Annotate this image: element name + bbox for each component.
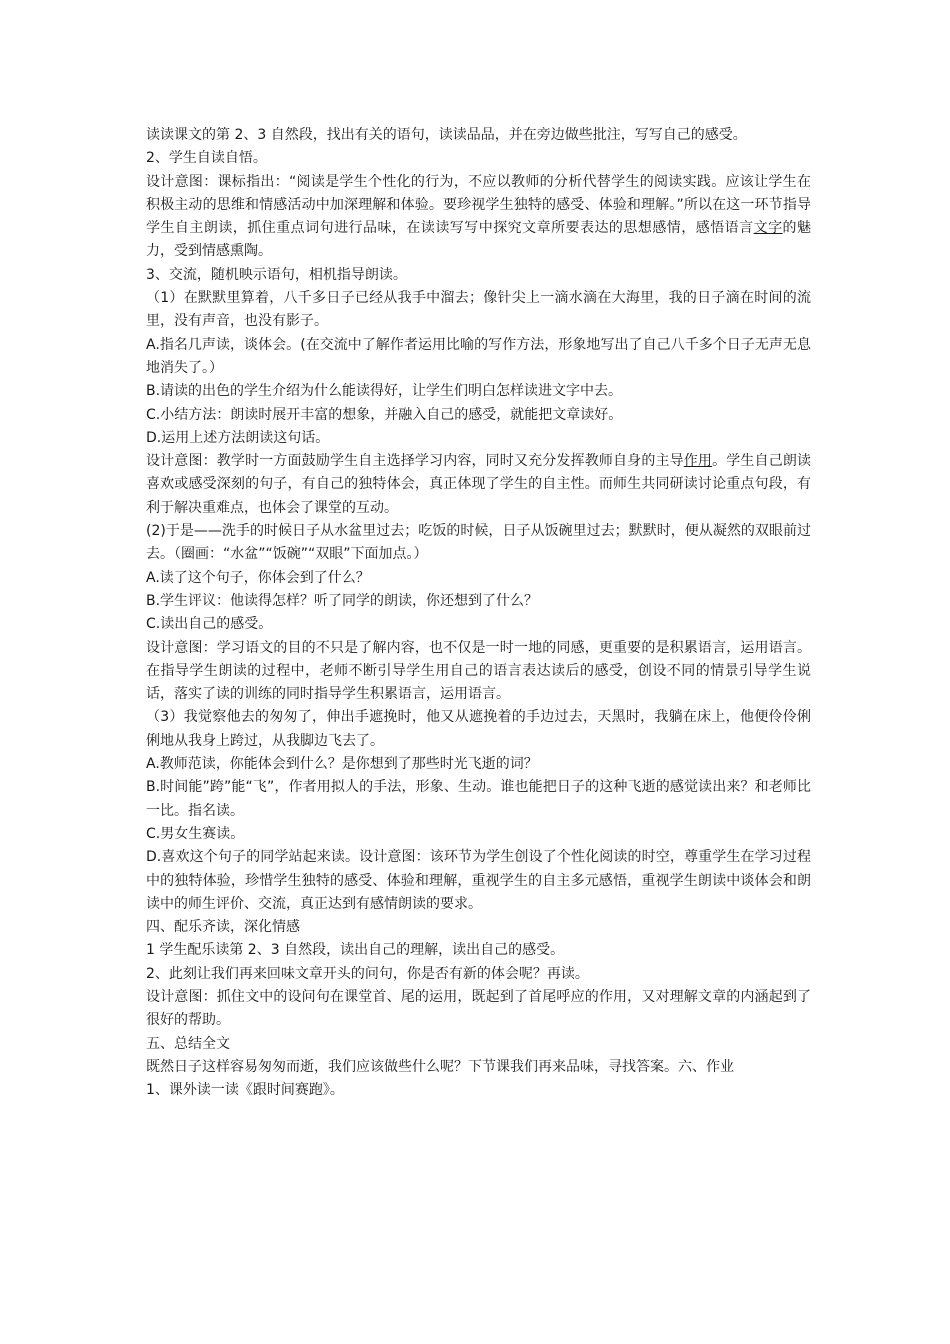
section-heading-4: 四、配乐齐读，深化情感: [146, 919, 300, 936]
document-body: [146, 124, 811, 1102]
paragraph-10: [146, 450, 811, 520]
paragraph-13: B.学生评议：他读得怎样？听了同学的朗读，你还想到了什么？: [146, 592, 539, 609]
paragraph-17: A.教师范读，你能体会到什么？是你想到了那些时光飞逝的词？: [146, 756, 538, 773]
paragraph-20: D.喜欢这个句子的同学站起来读。设计意图：该环节为学生创设了个性化阅读的时空，尊重学生在学习过程中的独特体验，珍惜学生独特的感受、体验和理解，重视学生的自主多元感悟，重视学生朗读中谈体会和朗读中的师生评价、交流，真正达到有感情朗读的要求。: [146, 849, 811, 912]
underlined-word-wenzi: 文字: [753, 220, 783, 237]
paragraph-10-text-after: 。学生自己朗读喜欢或感受深刻的句子，有自己的独特体会，真正体现了学生的自主性。而师生共同研读讨论重点句段，有利于解决重难点，也体会了课堂的互动。: [146, 453, 812, 516]
section-heading-5: 五、总结全文: [146, 1035, 230, 1052]
paragraph-14: C.读出自己的感受。: [146, 616, 273, 633]
paragraph-6: A.指名几声读，谈体会。(在交流中了解作者运用比喻的写作方法，形象地写出了自己八千多个日子无声无息地消失了。）: [146, 336, 811, 376]
paragraph-1: 读读课文的第 2、3 自然段，找出有关的语句，读读品品，并在旁边做些批注，写写自己的感受。: [146, 127, 747, 143]
paragraph-10-text-before: 设计意图：教学时一方面鼓励学生自主选择学习内容，同时又充分发挥教师自身的主导: [146, 453, 684, 470]
paragraph-3-text-after: 的魅力，受到情感熏陶。: [146, 220, 812, 260]
paragraph-4: 3、交流，随机映示语句，相机指导朗读。: [146, 266, 407, 283]
paragraph-19: C.男女生赛读。: [146, 825, 245, 842]
paragraph-16: （3）我觉察他去的匆匆了，伸出手遮挽时，他又从遮挽着的手边过去，天黑时，我躺在床上，他便伶伶俐俐地从我身上跨过，从我脚边飞去了。: [146, 709, 811, 749]
paragraph-24: 设计意图：抓住文中的设问句在课堂首、尾的运用，既起到了首尾呼应的作用，又对理解文章的内涵起到了很好的帮助。: [146, 988, 811, 1029]
paragraph-3: [146, 171, 811, 264]
paragraph-12: A.读了这个句子，你体会到了什么？: [146, 569, 370, 586]
underlined-word-zuoyong: 作用: [683, 453, 713, 470]
paragraph-23: 2、此刻让我们再来回味文章开头的问句，你是否有新的体会呢？再读。: [146, 965, 589, 982]
paragraph-9: D.运用上述方法朗读这句话。: [146, 429, 330, 446]
paragraph-5: （1）在默默里算着，八千多日子已经从我手中溜去；像针尖上一滴水滴在大海里，我的日子滴在时间的流里，没有声音，也没有影子。: [146, 290, 811, 330]
paragraph-7: B.请读的出色的学生介绍为什么能读得好，让学生们明白怎样读进文字中去。: [146, 383, 623, 400]
paragraph-27: 1、课外读一读《跟时间赛跑》。: [146, 1082, 344, 1099]
paragraph-22: 1 学生配乐读第 2、3 自然段，读出自己的理解，读出自己的感受。: [146, 942, 565, 959]
paragraph-18: B.时间能”跨”能“飞”，作者用拟人的手法，形象、生动。谁也能把日子的这种飞逝的感觉读出来？和老师比一比。指名读。: [146, 779, 811, 819]
paragraph-26: 既然日子这样容易匆匆而逝，我们应该做些什么呢？下节课我们再来品味，寻找答案。六、作业: [146, 1058, 734, 1075]
paragraph-8: C.小结方法：朗读时展开丰富的想象，并融入自己的感受，就能把文章读好。: [146, 406, 623, 423]
paragraph-2: 2、学生自读自悟。: [146, 150, 267, 167]
paragraph-3-text-before: 设计意图：课标指出：“阅读是学生个性化的行为，不应以教师的分析代替学生的阅读实践。应该让学生在积极主动的思维和情感活动中加深理解和体验。要珍视学生独特的感受、体验和理解。”所以在这一环节指导学生自主朗读，抓住重点词句进行品味，在读读写写中探究文章所要表达的思想感情，感悟语言: [146, 173, 811, 237]
paragraph-11: (2)于是——洗手的时候日子从水盆里过去；吃饭的时候，日子从饭碗里过去；默默时，便从凝然的双眼前过去。（圈画：“水盆”“饭碗”“双眼”下面加点。）: [146, 523, 811, 563]
paragraph-15: 设计意图：学习语文的目的不只是了解内容，也不仅是一时一地的同感，更重要的是积累语言，运用语言。在指导学生朗读的过程中，老师不断引导学生用自己的语言表达读后的感受，创设不同的情景引导学生说话，落实了读的训练的同时指导学生积累语言，运用语言。: [146, 639, 811, 703]
